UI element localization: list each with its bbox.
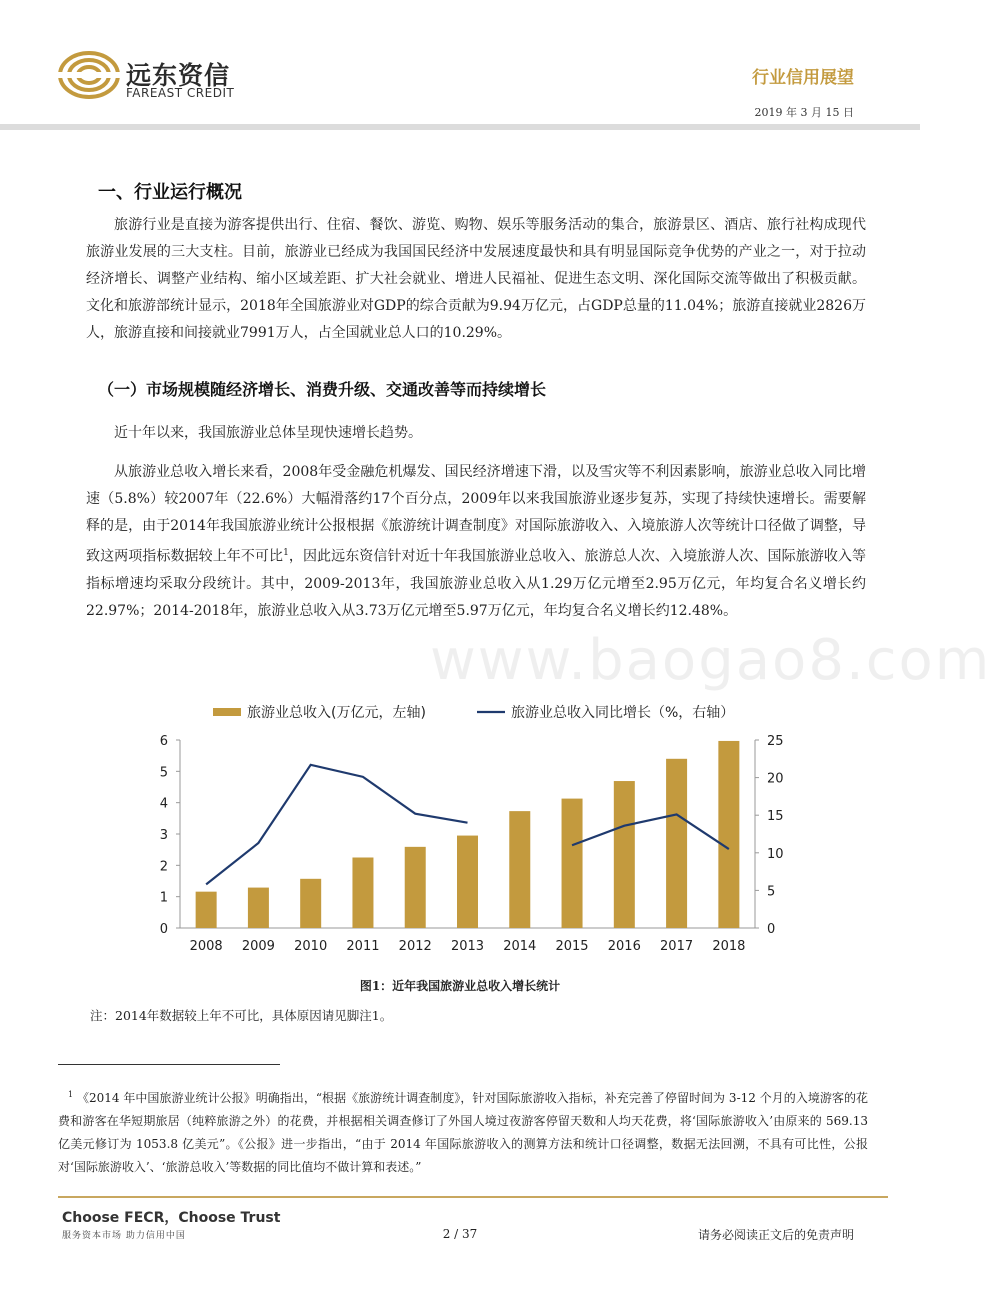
brand-name-english: FAREAST CREDIT [126, 86, 235, 100]
footnote-text: 《2014 年中国旅游业统计公报》明确指出，“根据《旅游统计调查制度》，针对国际旅游收入指标，补充完善了停留时间为 3-12 个月的入境游客的花费和游客在华短期旅居（纯粹旅游之外）的花费，并根据相关调查修订了外国人境过夜游客停留天数和人均天花费，将‘国际旅游收入’由原来的 569.13 亿美元修订为 1053.8 亿美元”。《公报》进一步指出，“由于 2014 年国际旅游收入的测算方法和统计口径调整，数据无法回溯，不具有可比性，公报对‘国际旅游收入’、‘旅游总收入’等数据的同比值均不做计算和表述。” [58, 1091, 868, 1174]
brand-name-chinese: 远东资信 [126, 61, 231, 90]
x-tick-label: 2014 [503, 939, 537, 954]
right-tick-label: 10 [767, 846, 784, 862]
left-tick-label: 6 [159, 734, 168, 749]
tourism-revenue-chart [140, 692, 790, 962]
left-tick-label: 4 [159, 796, 168, 812]
revenue-bar [248, 888, 269, 928]
figure-note: 注：2014年数据较上年不可比，具体原因请见脚注1。 [90, 1008, 393, 1023]
revenue-bar [562, 799, 583, 928]
x-tick-label: 2018 [712, 939, 746, 954]
intro-paragraph: 旅游行业是直接为游客提供出行、住宿、餐饮、游览、购物、娱乐等服务活动的集合，旅游景区、酒店、旅行社构成现代旅游业发展的三大支柱。目前，旅游业已经成为我国国民经济中发展速度最快和具有明显国际竞争优势的产业之一，对于拉动经济增长、调整产业结构、缩小区域差距、扩大社会就业、增进人民福祉、促进生态文明、深化国际交流等做出了积极贡献。文化和旅游部统计显示，2018年全国旅游业对GDP的综合贡献为9.94万亿元，占GDP总量的11.04%；旅游直接就业2826万人，旅游直接和间接就业7991万人，占全国就业总人口的10.29%。 [86, 217, 866, 341]
revenue-bar [457, 836, 478, 928]
left-tick-label: 0 [159, 922, 168, 937]
revenue-bar [300, 879, 321, 928]
subsection-heading: （一）市场规模随经济增长、消费升级、交通改善等而持续增长 [98, 380, 547, 399]
watermark-text: www.baogao8.com [430, 628, 991, 693]
right-tick-label: 25 [767, 734, 784, 749]
revenue-bar [405, 847, 426, 928]
revenue-paragraph-part2: ，因此远东资信针对近十年我国旅游业总收入、旅游总人次、入境旅游人次、国际旅游收入等指标增速均采取分段统计。其中，2009-2013年，我国旅游业总收入从1.29万亿元增至2.95万亿元，年均复合名义增长约22.97%；2014-2018年，旅游业总收入从3.73万亿元增至5.97万亿元，年均复合名义增长约12.48%。 [86, 548, 867, 619]
right-tick-label: 0 [767, 922, 776, 937]
footnote-mark: 1 [68, 1090, 74, 1099]
x-tick-label: 2013 [450, 939, 485, 954]
revenue-bar [614, 781, 635, 928]
legend-swatch-bar [213, 708, 241, 716]
left-tick-label: 3 [159, 828, 168, 843]
figure-caption: 图1：近年我国旅游业总收入增长统计 [359, 979, 561, 993]
header-divider [0, 124, 920, 130]
footnote [58, 1083, 868, 1179]
left-tick-label: 5 [159, 765, 168, 781]
disclaimer-link[interactable]: 请务必阅读正文后的免责声明 [697, 1228, 854, 1242]
left-tick-label: 1 [159, 890, 168, 906]
report-type-tag: 行业信用展望 [752, 68, 854, 88]
right-tick-label: 5 [767, 884, 776, 900]
revenue-bar [666, 759, 687, 928]
revenue-bar [196, 892, 217, 928]
revenue-paragraph-part1: 从旅游业总收入增长来看，2008年受金融危机爆发、国民经济增速下滑，以及雪灾等不利因素影响，旅游业总收入同比增速（5.8%）较2007年（22.6%）大幅滑落约17个百分点，2009年以来我国旅游业逐步复苏，实现了持续快速增长。需要解释的是，由于2014年我国旅游业统计公报根据《旅游统计调查制度》对国际旅游收入、入境旅游人次等统计口径做了调整，导致这两项指标数据较上年不可比 [86, 464, 866, 565]
footer-slogan: Choose FECR，Choose Trust [62, 1210, 281, 1226]
x-tick-label: 2010 [294, 939, 328, 954]
revenue-paragraph [86, 459, 866, 625]
growth-line-segment [572, 814, 729, 849]
left-tick-label: 2 [159, 859, 168, 875]
footer-divider [58, 1196, 888, 1198]
revenue-bar [352, 858, 373, 929]
section-heading: 一、行业运行概况 [98, 182, 242, 203]
legend-label-bar: 旅游业总收入(万亿元，左轴) [247, 705, 426, 721]
right-tick-label: 15 [767, 809, 784, 825]
right-tick-label: 20 [767, 771, 784, 787]
growth-line-segment [206, 765, 467, 885]
x-tick-label: 2017 [660, 939, 694, 954]
x-tick-label: 2012 [398, 939, 432, 954]
x-tick-label: 2015 [555, 939, 589, 954]
x-tick-label: 2011 [346, 939, 380, 954]
revenue-bar [509, 811, 530, 928]
trend-paragraph: 近十年以来，我国旅游业总体呈现快速增长趋势。 [114, 425, 422, 441]
revenue-bar [718, 741, 739, 928]
x-tick-label: 2009 [241, 939, 275, 954]
page-number: 2 / 37 [442, 1227, 478, 1241]
footnote-divider [58, 1064, 280, 1065]
legend-label-line: 旅游业总收入同比增长（%，右轴） [511, 705, 735, 721]
footer-subslogan: 服务资本市场 助力信用中国 [62, 1231, 186, 1241]
report-date: 2019 年 3 月 15 日 [754, 106, 854, 119]
x-tick-label: 2008 [189, 939, 223, 954]
footnote-reference[interactable]: 1 [283, 548, 289, 558]
x-tick-label: 2016 [607, 939, 641, 954]
fareast-credit-logo-icon [58, 50, 120, 100]
